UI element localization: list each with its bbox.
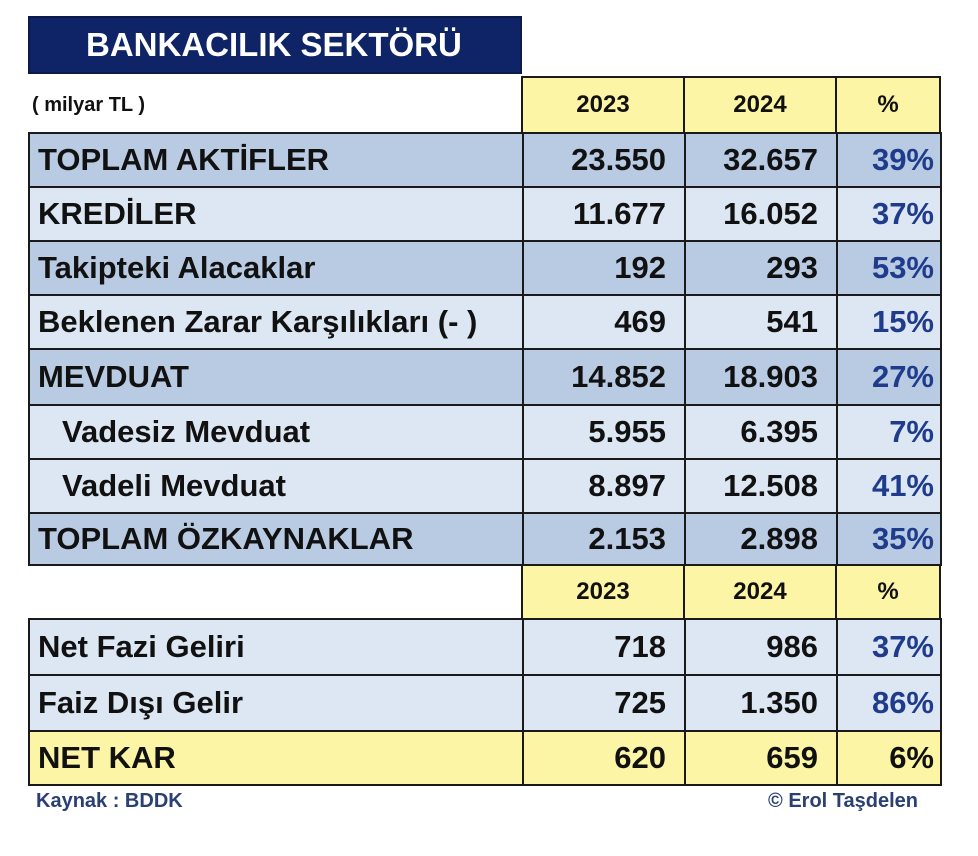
income-table	[28, 618, 942, 786]
value-percent: 86%	[837, 675, 941, 731]
header-spacer	[28, 565, 522, 619]
value-2023: 192	[523, 241, 685, 295]
unit-label: ( milyar TL )	[32, 93, 145, 116]
value-percent: 35%	[837, 513, 941, 565]
header-percent: %	[836, 77, 940, 133]
table1-header	[28, 76, 941, 134]
table-row	[29, 241, 941, 295]
value-2023: 469	[523, 295, 685, 349]
value-percent: 6%	[837, 731, 941, 785]
table-row	[29, 295, 941, 349]
value-2024: 986	[685, 619, 837, 675]
row-label: Vadesiz Mevduat	[29, 405, 523, 459]
table-row	[29, 349, 941, 405]
value-2023: 620	[523, 731, 685, 785]
row-label: KREDİLER	[29, 187, 523, 241]
value-percent: 39%	[837, 133, 941, 187]
value-2024: 1.350	[685, 675, 837, 731]
value-2024: 18.903	[685, 349, 837, 405]
table-row	[29, 459, 941, 513]
value-percent: 37%	[837, 187, 941, 241]
table-row	[29, 405, 941, 459]
table-row	[29, 133, 941, 187]
value-percent: 15%	[837, 295, 941, 349]
row-label: Beklenen Zarar Karşılıkları (- )	[29, 295, 523, 349]
header-2024: 2024	[684, 565, 836, 619]
row-label: Net Fazi Geliri	[29, 619, 523, 675]
value-percent: 53%	[837, 241, 941, 295]
header-2024: 2024	[684, 77, 836, 133]
value-2024: 12.508	[685, 459, 837, 513]
page-title: BANKACILIK SEKTÖRÜ	[28, 16, 522, 74]
value-2023: 5.955	[523, 405, 685, 459]
table-row	[29, 731, 941, 785]
value-2024: 541	[685, 295, 837, 349]
table-row	[29, 675, 941, 731]
row-label: TOPLAM AKTİFLER	[29, 133, 523, 187]
value-2023: 23.550	[523, 133, 685, 187]
value-percent: 27%	[837, 349, 941, 405]
table2-header	[28, 564, 941, 620]
value-percent: 41%	[837, 459, 941, 513]
row-label: Takipteki Alacaklar	[29, 241, 523, 295]
value-2023: 11.677	[523, 187, 685, 241]
value-2024: 32.657	[685, 133, 837, 187]
row-label: MEVDUAT	[29, 349, 523, 405]
table-row	[29, 513, 941, 565]
value-2023: 14.852	[523, 349, 685, 405]
value-2024: 6.395	[685, 405, 837, 459]
source-note: Kaynak : BDDK	[36, 790, 183, 812]
value-2023: 8.897	[523, 459, 685, 513]
value-2024: 293	[685, 241, 837, 295]
value-2024: 16.052	[685, 187, 837, 241]
header-2023: 2023	[522, 77, 684, 133]
value-2024: 659	[685, 731, 837, 785]
row-label: Vadeli Mevduat	[29, 459, 523, 513]
value-2023: 718	[523, 619, 685, 675]
header-2023: 2023	[522, 565, 684, 619]
table-row	[29, 187, 941, 241]
table-row	[29, 619, 941, 675]
balance-sheet-table	[28, 132, 942, 566]
value-2024: 2.898	[685, 513, 837, 565]
value-percent: 37%	[837, 619, 941, 675]
copyright-note: © Erol Taşdelen	[768, 790, 918, 812]
row-label: NET KAR	[29, 731, 523, 785]
value-2023: 725	[523, 675, 685, 731]
row-label: Faiz Dışı Gelir	[29, 675, 523, 731]
value-percent: 7%	[837, 405, 941, 459]
row-label: TOPLAM ÖZKAYNAKLAR	[29, 513, 523, 565]
value-2023: 2.153	[523, 513, 685, 565]
header-percent: %	[836, 565, 940, 619]
header-spacer	[28, 77, 522, 133]
